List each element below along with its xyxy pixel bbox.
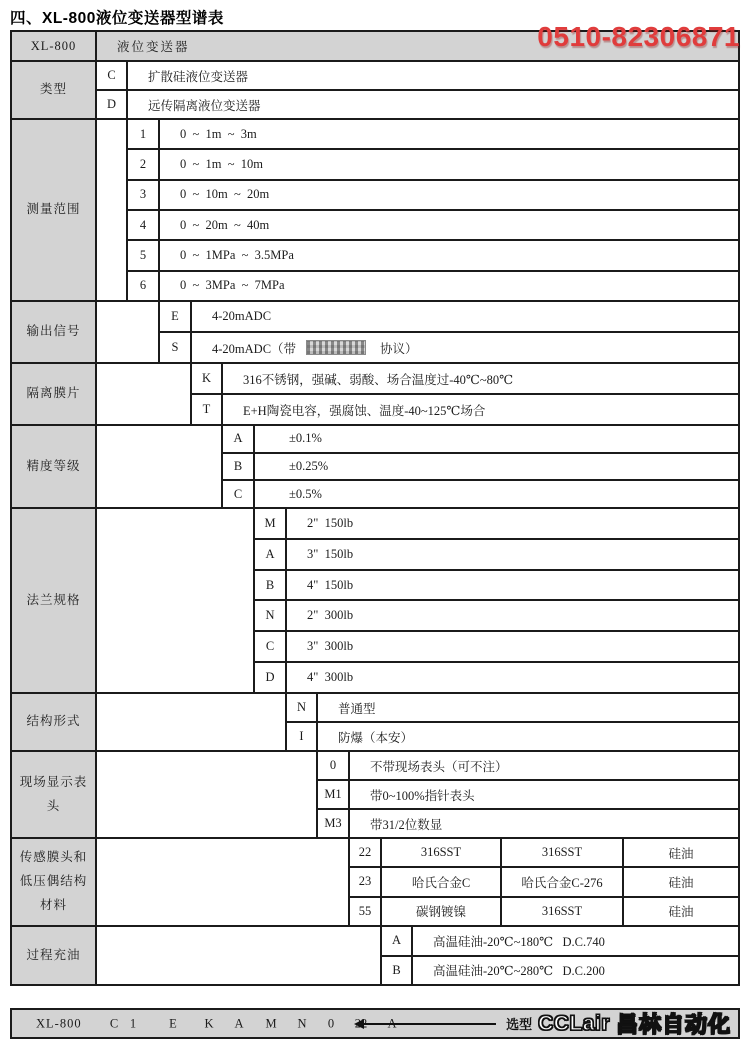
table-row	[318, 810, 738, 837]
material-cell: 316SST	[502, 898, 624, 925]
section-label: 法兰规格	[12, 509, 97, 692]
section-label: 结构形式	[12, 694, 97, 750]
spacer-cell	[97, 752, 318, 837]
section-label: 过程充油	[12, 927, 97, 984]
spacer-cell	[97, 302, 160, 362]
spacer-cell	[97, 426, 223, 507]
option-desc: 4" 150lb	[307, 577, 354, 592]
option-code: B	[255, 571, 287, 600]
option-desc: 2" 150lb	[307, 515, 354, 530]
footer-code: K	[204, 1016, 214, 1030]
option-code: 6	[128, 272, 160, 300]
option-desc: 2" 300lb	[307, 608, 354, 623]
table-row	[318, 752, 738, 781]
section-field-display	[12, 752, 738, 839]
option-code: A	[223, 426, 255, 452]
footer-model: XL-800	[36, 1016, 82, 1030]
section-accuracy-class	[12, 426, 738, 509]
table-row	[128, 150, 738, 180]
brand-logo: CCLair	[538, 1011, 610, 1035]
material-cell: 硅油	[668, 875, 694, 890]
footer-code: 1	[129, 1016, 137, 1030]
phone-number: 0510-82306871	[537, 21, 740, 52]
option-desc: 0 ~ 1m ~ 10m	[180, 156, 263, 171]
model-spec-table	[10, 30, 740, 986]
option-desc: 4" 300lb	[307, 670, 354, 685]
option-code: N	[255, 601, 287, 630]
spacer-cell	[97, 509, 255, 692]
option-code: 2	[128, 150, 160, 178]
option-desc: 带31/2位数显	[370, 817, 443, 832]
option-desc: 0 ~ 1m ~ 3m	[180, 126, 257, 141]
selection-group	[356, 1010, 731, 1037]
option-code: C	[255, 632, 287, 661]
option-code: N	[287, 694, 318, 721]
option-code: D	[255, 663, 287, 692]
table-row	[382, 957, 738, 985]
option-code: 5	[128, 241, 160, 269]
desc-prefix: 4-20mADC（带	[212, 341, 297, 356]
option-code: 0	[318, 752, 350, 779]
option-desc: 防爆（本安）	[338, 730, 414, 745]
option-desc: 3" 150lb	[307, 546, 354, 561]
selection-label: 选型	[506, 1017, 533, 1032]
option-desc: ±0.1%	[289, 431, 322, 446]
footer-code: C	[109, 1016, 119, 1030]
option-desc: ±0.25%	[289, 459, 329, 473]
section-structure-type	[12, 694, 738, 752]
option-desc: 0 ~ 3MPa ~ 7MPa	[180, 278, 285, 293]
option-code: M3	[318, 810, 350, 837]
table-row	[350, 839, 738, 868]
table-row	[255, 509, 738, 540]
option-code: 1	[128, 120, 160, 148]
table-row	[223, 426, 738, 454]
table-row	[318, 781, 738, 810]
option-desc: 不带现场表头（可不注）	[370, 759, 508, 774]
table-row	[192, 364, 738, 395]
footer-code: E	[169, 1016, 177, 1030]
option-desc	[192, 333, 738, 362]
option-desc: 远传隔离液位变送器	[148, 98, 261, 113]
option-desc: 4-20mADC	[212, 309, 272, 323]
option-code: M	[255, 509, 287, 538]
option-code: C	[97, 62, 128, 89]
option-code: I	[287, 723, 318, 750]
option-code: K	[192, 364, 223, 393]
spacer-cell	[97, 694, 287, 750]
option-desc: 0 ~ 1MPa ~ 3.5MPa	[180, 247, 294, 262]
table-row	[128, 181, 738, 211]
option-desc: 扩散硅液位变送器	[148, 69, 249, 84]
table-row	[223, 481, 738, 507]
option-code: B	[223, 454, 255, 480]
section-process-fill-oil	[12, 927, 738, 984]
table-row	[255, 663, 738, 692]
option-code: 4	[128, 211, 160, 239]
section-output-signal	[12, 302, 738, 364]
table-row	[287, 723, 738, 750]
section-label: 传感膜头和低压偶结构材料	[12, 839, 97, 925]
option-code: 3	[128, 181, 160, 209]
table-row	[382, 927, 738, 957]
option-code: A	[255, 540, 287, 569]
material-cell: 硅油	[668, 846, 694, 861]
left-arrow-icon	[356, 1023, 496, 1025]
table-row	[287, 694, 738, 723]
page-title: 四、XL-800液位变送器型谱表	[10, 10, 224, 27]
option-code: 22	[350, 839, 382, 866]
option-desc: ±0.5%	[289, 486, 322, 501]
option-desc: 高温硅油-20℃~180℃ D.C.740	[433, 934, 605, 949]
option-desc: E+H陶瓷电容，强腐蚀、温度-40~125℃场合	[243, 403, 486, 418]
material-cell: 316SST	[382, 839, 502, 866]
option-desc: 3" 300lb	[307, 639, 354, 654]
footer-code: N	[297, 1016, 307, 1030]
material-cell: 哈氏合金C	[382, 868, 502, 895]
option-code: M1	[318, 781, 350, 808]
table-row	[128, 241, 738, 271]
spacer-cell	[97, 927, 382, 984]
option-desc: 带0~100%指针表头	[370, 788, 475, 803]
section-label: 输出信号	[12, 302, 97, 362]
section-type	[12, 62, 738, 120]
section-label: 现场显示表头	[12, 752, 97, 837]
section-isolation-diaphragm	[12, 364, 738, 426]
censored-patch	[306, 340, 366, 355]
option-code: 23	[350, 868, 382, 895]
section-label: 隔离膜片	[12, 364, 97, 424]
section-flange-spec	[12, 509, 738, 694]
option-code: 55	[350, 898, 382, 925]
table-row	[192, 395, 738, 424]
section-label: 精度等级	[12, 426, 97, 507]
table-row	[255, 632, 738, 663]
option-desc: 316不锈钢，强碱、弱酸、场合温度过-40℃~80℃	[243, 372, 514, 387]
spacer-cell	[97, 839, 350, 925]
option-code: S	[160, 333, 192, 362]
option-code: E	[160, 302, 192, 331]
section-sensor-materials	[12, 839, 738, 927]
option-desc: 高温硅油-20℃~280℃ D.C.200	[433, 964, 605, 979]
footer-code: M	[265, 1016, 277, 1030]
section-label: 测量范围	[12, 120, 97, 300]
spacer-cell	[97, 120, 128, 300]
model-name: 液位变送器	[117, 40, 190, 54]
material-cell: 316SST	[502, 839, 624, 866]
table-row	[350, 898, 738, 925]
selection-example-bar	[10, 1008, 740, 1039]
footer-code: 0	[327, 1016, 335, 1030]
model-code: XL-800	[12, 32, 97, 60]
table-row	[223, 454, 738, 482]
table-row	[97, 91, 738, 118]
option-desc: 普通型	[338, 701, 376, 716]
table-row	[128, 272, 738, 300]
table-row	[255, 601, 738, 632]
material-cell: 碳钢镀镍	[382, 898, 502, 925]
table-row	[255, 540, 738, 571]
table-row	[350, 868, 738, 897]
table-row	[97, 62, 738, 91]
table-row	[160, 302, 738, 333]
section-measuring-range	[12, 120, 738, 302]
option-desc: 0 ~ 10m ~ 20m	[180, 187, 270, 202]
table-row	[160, 333, 738, 362]
material-cell: 哈氏合金C-276	[502, 868, 624, 895]
brand-name-cn: 昌林自动化	[615, 1012, 731, 1037]
spacer-cell	[97, 364, 192, 424]
option-code: C	[223, 481, 255, 507]
material-cell: 硅油	[668, 905, 694, 920]
option-code: D	[97, 91, 128, 118]
table-row	[128, 120, 738, 150]
section-label: 类型	[12, 62, 97, 118]
footer-code: A	[234, 1016, 244, 1030]
option-code: A	[382, 927, 413, 955]
table-row	[255, 571, 738, 602]
desc-suffix: 协议）	[380, 341, 418, 356]
option-code: B	[382, 957, 413, 985]
table-row	[128, 211, 738, 241]
option-code: T	[192, 395, 223, 424]
option-desc: 0 ~ 20m ~ 40m	[180, 217, 270, 232]
